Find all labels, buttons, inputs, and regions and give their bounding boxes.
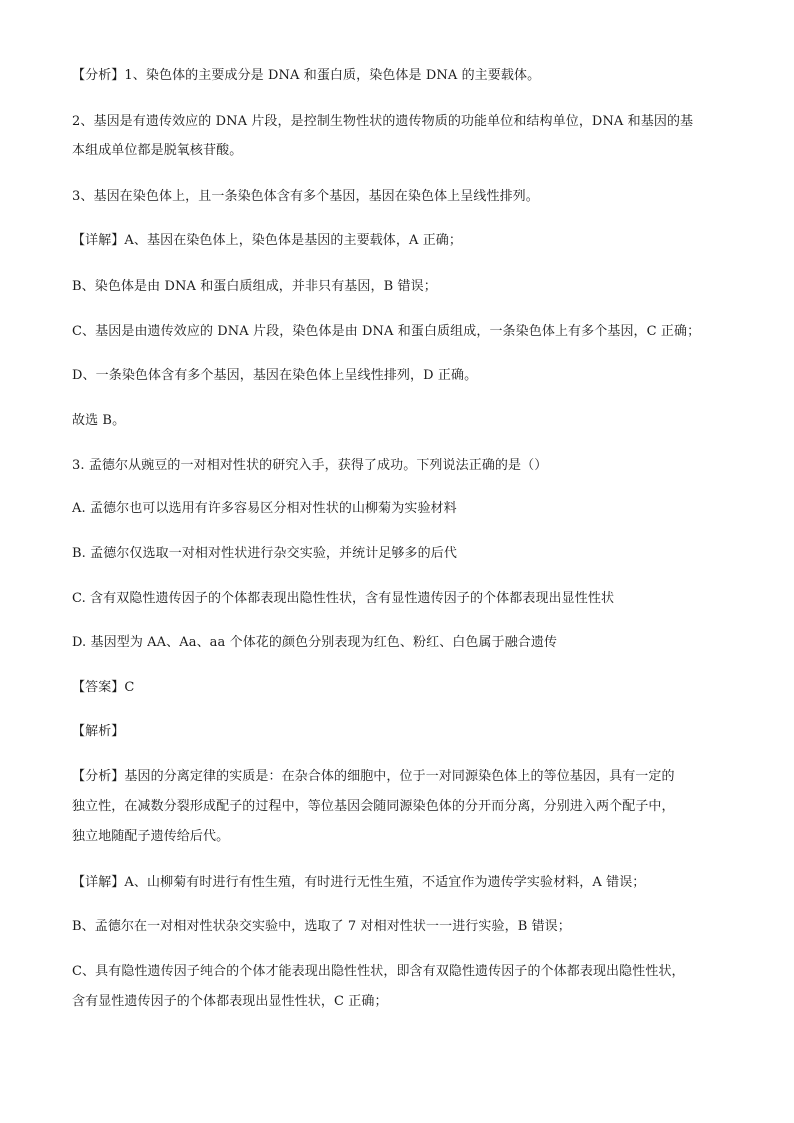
detail-line-a: 【详解】A、基因在染色体上，染色体是基因的主要载体，A 正确； (72, 233, 463, 248)
detail-line-b: B、染色体是由 DNA 和蛋白质组成，并非只有基因，B 错误； (72, 279, 437, 294)
analysis2-line-2: 独立性，在减数分裂形成配子的过程中，等位基因会随同源染色体的分开而分离，分别进入两个配子中， (72, 799, 675, 814)
analysis-line-2: 2、基因是有遗传效应的 DNA 片段，是控制生物性状的遗传物质的功能单位和结构单位，DNA 和基因的基 (72, 114, 694, 129)
analysis2-line-3: 独立地随配子遗传给后代。 (72, 829, 230, 844)
analysis-line-3: 本组成单位都是脱氧核苷酸。 (72, 143, 243, 158)
option-a: A. 孟德尔也可以选用有许多容易区分相对性状的山柳菊为实验材料 (72, 501, 457, 516)
question-stem: 3. 孟德尔从豌豆的一对相对性状的研究入手，获得了成功。下列说法正确的是（） (72, 458, 548, 473)
option-c: C. 含有双隐性遗传因子的个体都表现出隐性性状，含有显性遗传因子的个体都表现出显性性状 (72, 591, 615, 606)
detail2-line-c-cont: 含有显性遗传因子的个体都表现出显性性状，C 正确； (72, 994, 388, 1009)
detail2-line-c: C、具有隐性遗传因子纯合的个体才能表现出隐性性状，即含有双隐性遗传因子的个体都表现出隐性性状， (72, 964, 685, 979)
option-b: B. 孟德尔仅选取一对相对性状进行杂交实验，并统计足够多的后代 (72, 546, 457, 561)
choose-line: 故选 B。 (72, 413, 126, 428)
explanation-heading: 【解析】 (72, 724, 125, 739)
detail2-line-a: 【详解】A、山柳菊有时进行有性生殖，有时进行无性生殖，不适宜作为遗传学实验材料，A 错误； (72, 875, 646, 890)
option-d: D. 基因型为 AA、Aa、aa 个体花的颜色分别表现为红色、粉红、白色属于融合遗传 (72, 635, 558, 650)
analysis2-line-1: 【分析】基因的分离定律的实质是：在杂合体的细胞中，位于一对同源染色体上的等位基因，具有一定的 (72, 769, 675, 784)
detail-line-c: C、基因是由遗传效应的 DNA 片段，染色体是由 DNA 和蛋白质组成，一条染色体上有多个基因，C 正确； (72, 324, 701, 339)
detail-line-d: D、一条染色体含有多个基因，基因在染色体上呈线性排列，D 正确。 (72, 368, 478, 383)
detail2-line-b: B、孟德尔在一对相对性状杂交实验中，选取了 7 对相对性状一一进行实验，B 错误； (72, 919, 571, 934)
analysis-line-4: 3、基因在染色体上，且一条染色体含有多个基因，基因在染色体上呈线性排列。 (72, 189, 539, 204)
answer-line: 【答案】C (72, 680, 135, 695)
analysis-line-1: 【分析】1、染色体的主要成分是 DNA 和蛋白质，染色体是 DNA 的主要载体。 (72, 68, 541, 83)
